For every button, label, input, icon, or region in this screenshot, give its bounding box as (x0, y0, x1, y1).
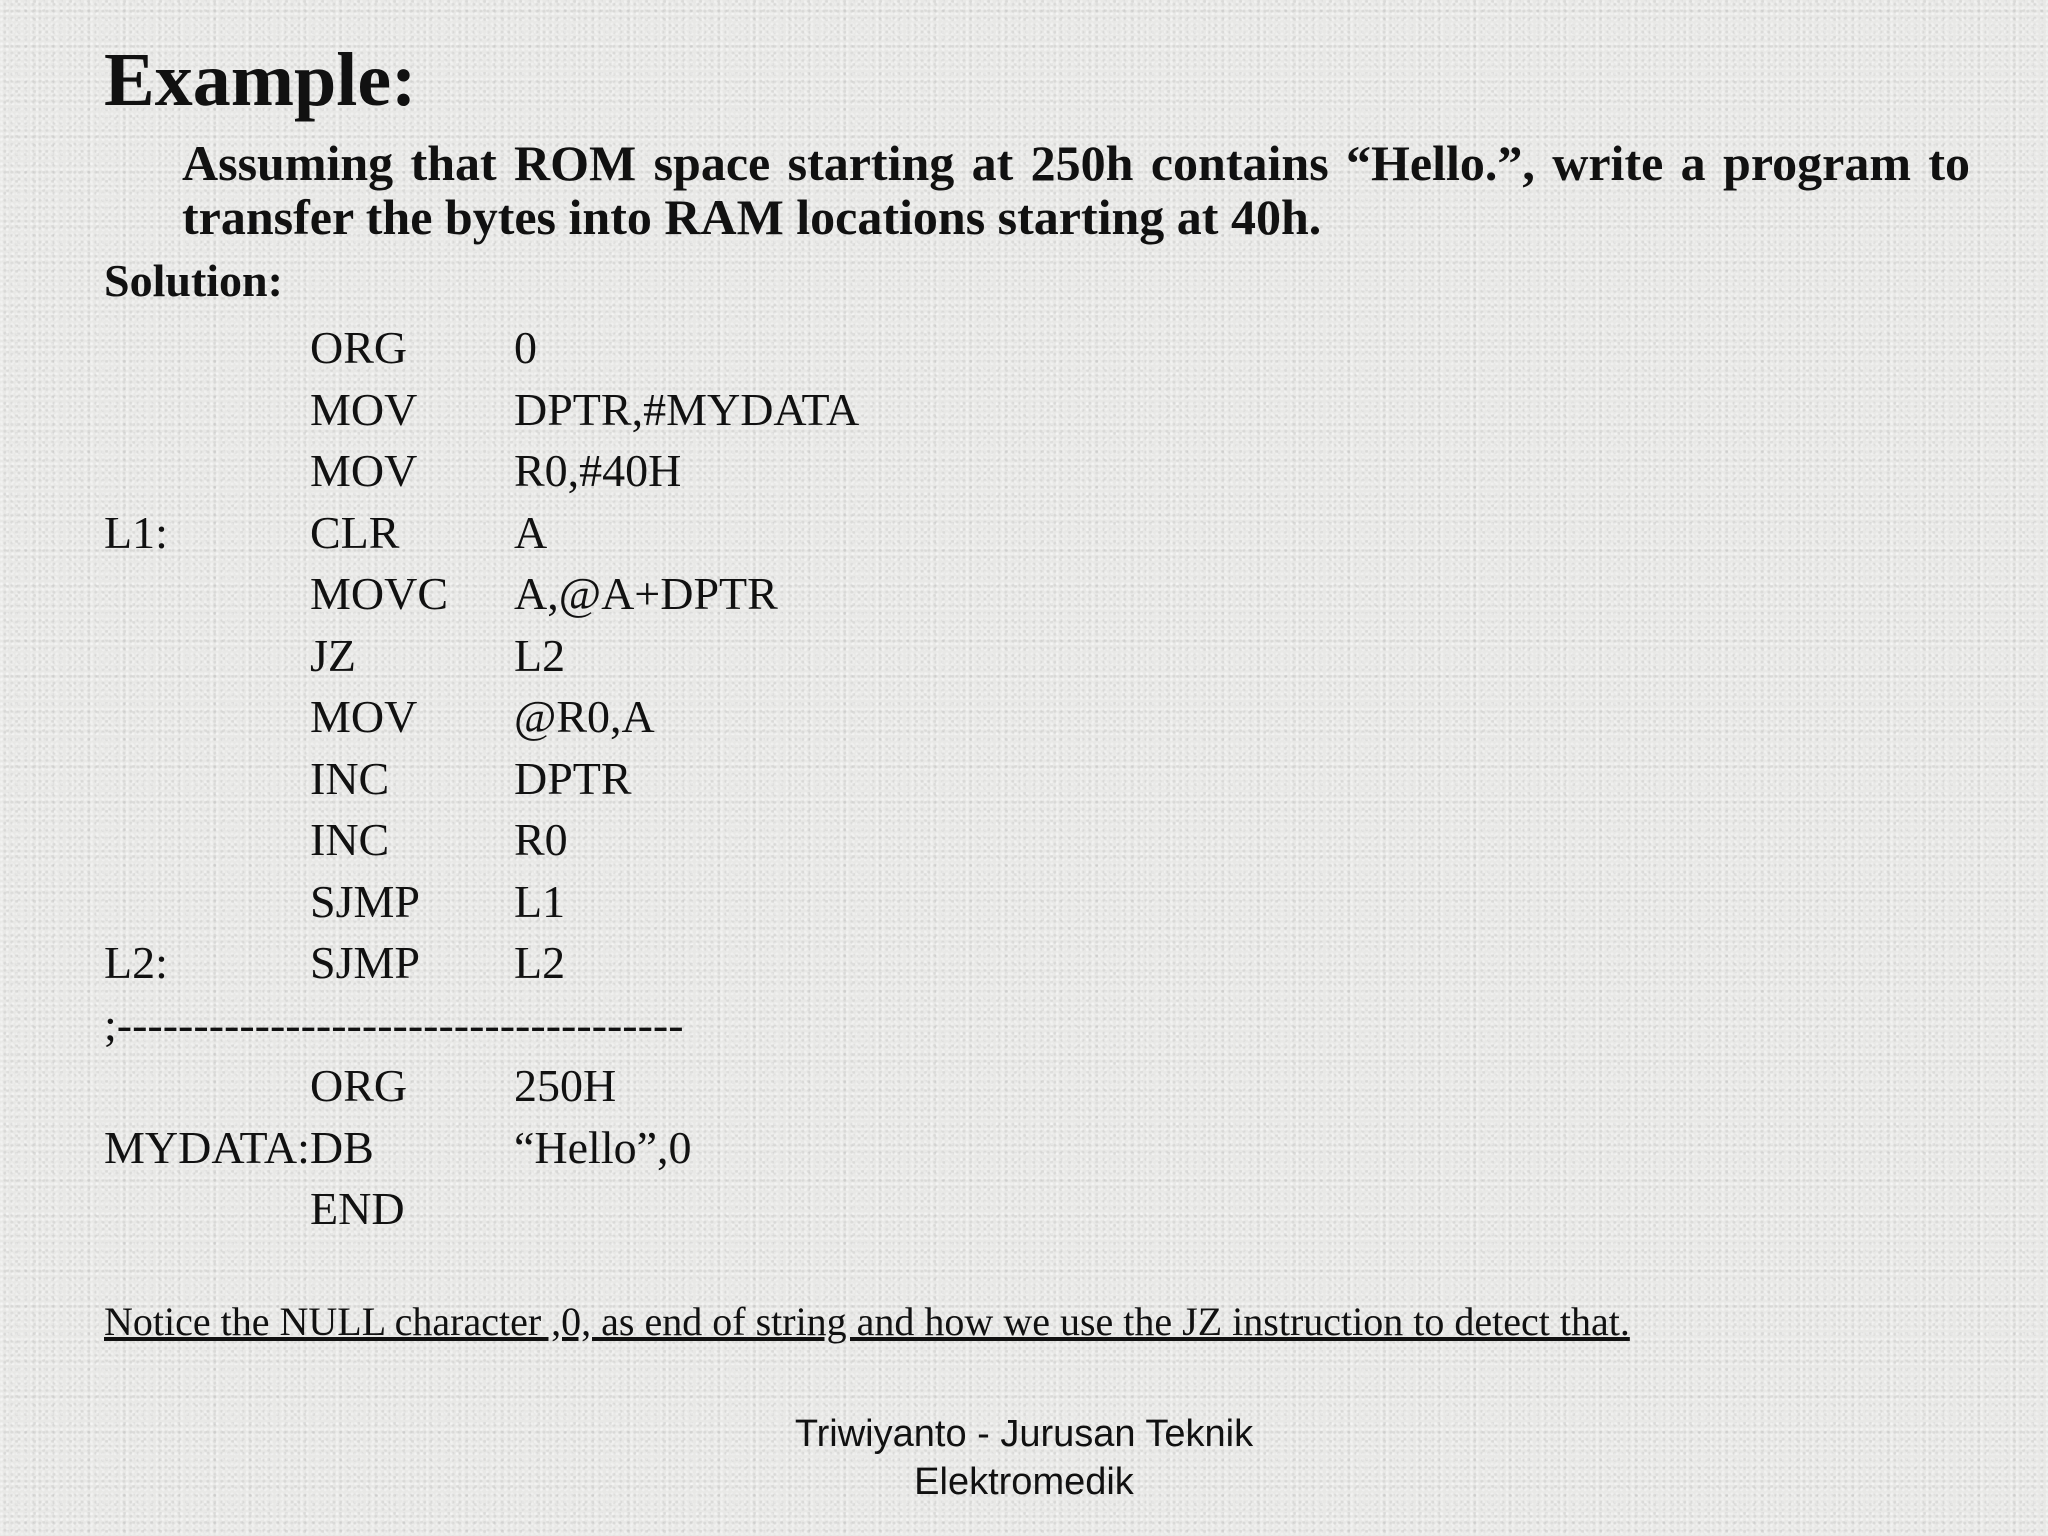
code-operand: “Hello”,0 (514, 1121, 692, 1173)
code-line (104, 748, 754, 810)
code-line (104, 379, 860, 441)
code-operand: R0 (514, 814, 568, 865)
code-operand: 0 (514, 322, 537, 373)
footer-department: Elektromedik (914, 1461, 1134, 1503)
code-opcode: JZ (310, 629, 356, 681)
footer (724, 1410, 1324, 1506)
slide-title: Example: (104, 38, 417, 122)
code-line (104, 1055, 754, 1117)
code-opcode: SJMP (310, 937, 420, 988)
note-text: Notice the NULL character ,0, as end of string and how we use the JZ instruction to detect that. (104, 1299, 1630, 1344)
code-line (104, 1117, 754, 1179)
code-opcode: CLR (310, 506, 400, 558)
code-operand: @R0,A (514, 691, 655, 742)
code-line (104, 871, 754, 933)
code-line (104, 502, 754, 564)
code-operand: L2 (514, 629, 566, 681)
code-label: MYDATA:DB (104, 1121, 374, 1173)
code-listing (104, 317, 860, 1240)
code-operand: A (514, 506, 548, 558)
code-line (104, 686, 754, 748)
code-opcode: MOV (310, 383, 418, 435)
code-line (104, 809, 754, 871)
code-operand: R0,#40H (514, 445, 682, 496)
solution-label: Solution: (104, 255, 283, 306)
code-label: L2: (104, 937, 168, 988)
code-operand: 250H (514, 1060, 617, 1111)
code-operand: A,@A+DPTR (514, 568, 778, 619)
code-opcode: ORG (310, 322, 408, 373)
code-opcode: END (310, 1183, 405, 1234)
code-opcode: MOV (310, 691, 418, 742)
code-operand: DPTR,#MYDATA (514, 383, 860, 435)
footer-author: Triwiyanto - Jurusan Teknik (794, 1413, 1254, 1455)
code-operand: DPTR (514, 752, 632, 804)
code-opcode: INC (310, 752, 390, 804)
code-line (104, 317, 754, 379)
comment-divider: ;------------------------------------- (104, 998, 684, 1050)
code-opcode: MOV (310, 445, 418, 496)
code-line (104, 932, 754, 994)
code-operand: L2 (514, 937, 566, 988)
code-line (104, 625, 754, 687)
code-line (104, 563, 778, 625)
code-opcode: SJMP (310, 875, 420, 927)
code-line (104, 1178, 754, 1240)
code-label: L1: (104, 506, 168, 558)
code-line (104, 440, 754, 502)
code-opcode: MOVC (310, 568, 449, 619)
code-operand: L1 (514, 875, 566, 927)
question-text: Assuming that ROM space starting at 250h contains “Hello.”, write a program to transfer the bytes into RAM locations starting at 40h. (182, 135, 1970, 245)
code-opcode: ORG (310, 1060, 408, 1111)
code-opcode: INC (310, 814, 390, 865)
